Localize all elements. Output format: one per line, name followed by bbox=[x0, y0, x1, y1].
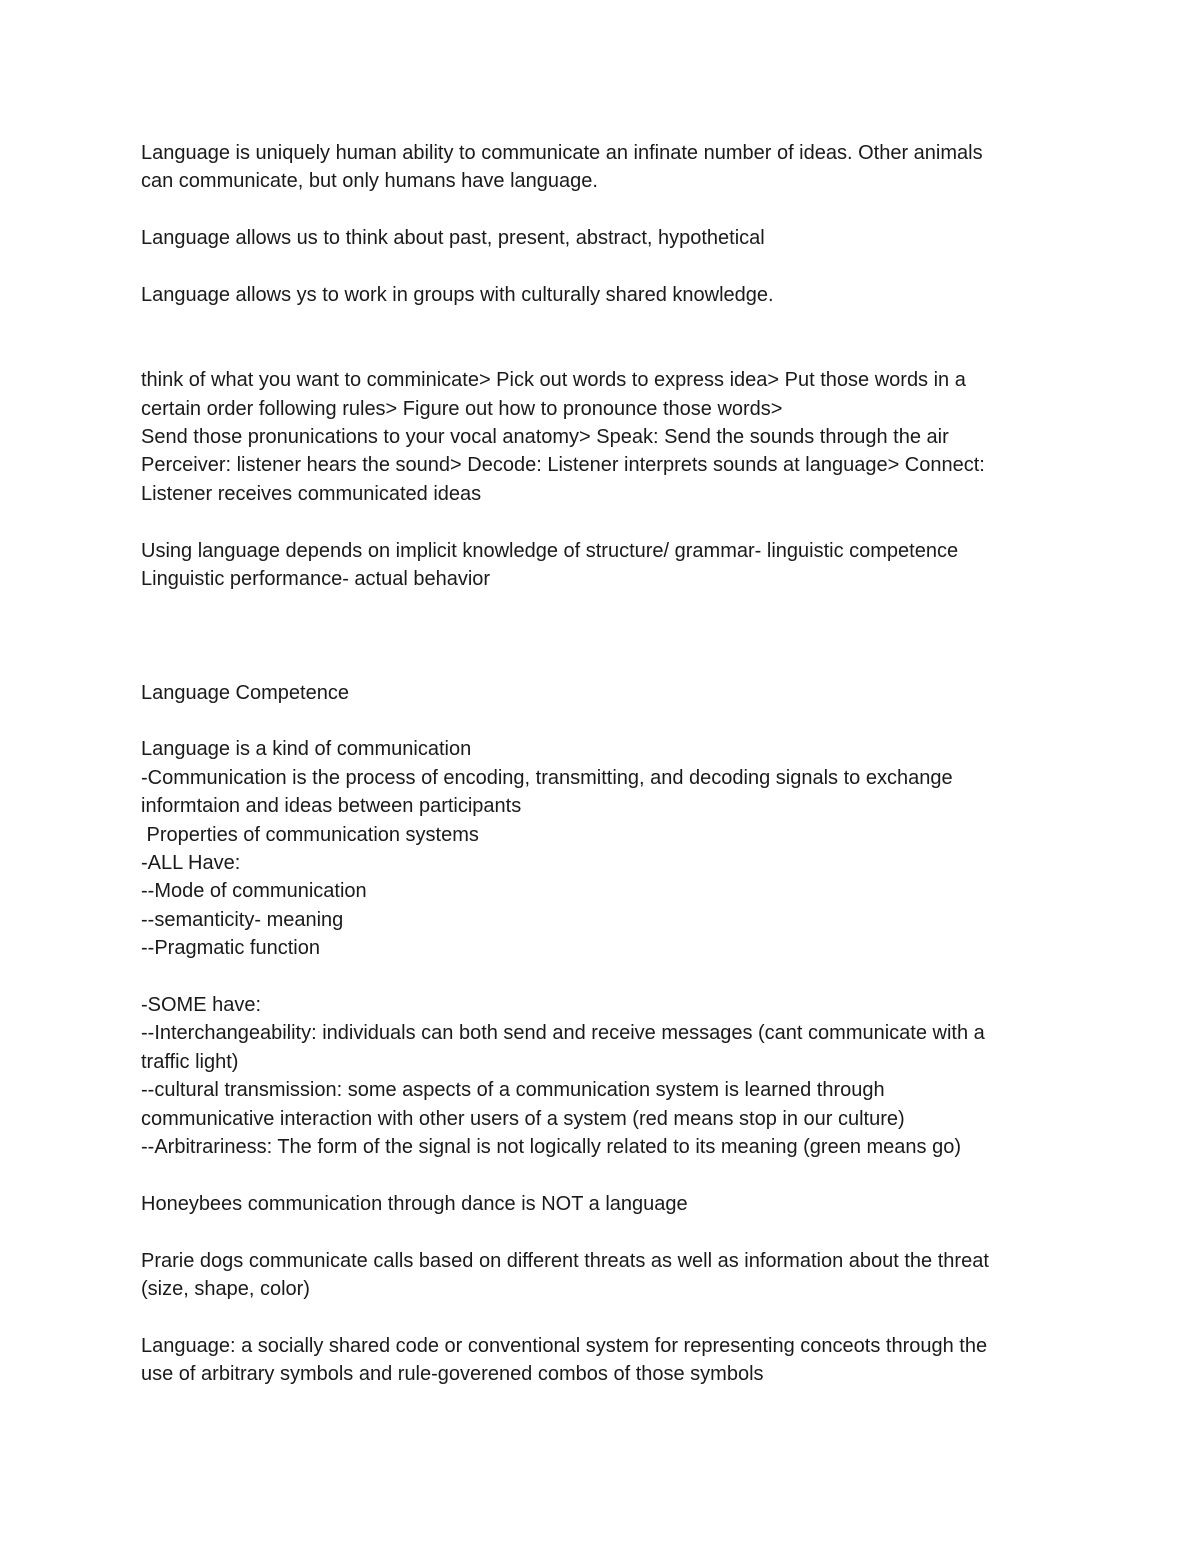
text-line: Language is a kind of communication bbox=[141, 738, 472, 761]
blank-line bbox=[141, 1218, 1071, 1246]
text-line: Linguistic performance- actual behavior bbox=[141, 568, 491, 591]
blank-line bbox=[141, 650, 1071, 678]
list-item: --Arbitrariness: The form of the signal is not logically related to its meaning (green means go) bbox=[141, 1136, 962, 1159]
text-line: Language: a socially shared code or conventional system for representing conceots through the bbox=[141, 1334, 988, 1357]
blank-line bbox=[141, 707, 1071, 735]
list-item: traffic light) bbox=[141, 1050, 239, 1073]
blank-line bbox=[141, 593, 1071, 621]
blank-line bbox=[141, 1303, 1071, 1331]
text-line: informtaion and ideas between participants bbox=[141, 795, 522, 818]
text-line: Properties of communication systems bbox=[141, 823, 479, 846]
text-line: -ALL Have: bbox=[141, 852, 241, 875]
text-line: Prarie dogs communicate calls based on different threats as well as information about the threat bbox=[141, 1249, 989, 1272]
text-line: -Communication is the process of encoding, transmitting, and decoding signals to exchange bbox=[141, 766, 953, 789]
blank-line bbox=[141, 963, 1071, 991]
list-item: --Pragmatic function bbox=[141, 937, 320, 960]
blank-line bbox=[141, 508, 1071, 536]
blank-line bbox=[141, 253, 1071, 281]
text-line: Honeybees communication through dance is NOT a language bbox=[141, 1192, 688, 1215]
blank-line bbox=[141, 338, 1071, 366]
text-line: Listener receives communicated ideas bbox=[141, 482, 482, 505]
text-line: Using language depends on implicit knowledge of structure/ grammar- linguistic competence bbox=[141, 539, 959, 562]
section-heading: Language Competence bbox=[141, 681, 349, 704]
list-item: --cultural transmission: some aspects of a communication system is learned through bbox=[141, 1079, 885, 1102]
text-line: Perceiver: listener hears the sound> Decode: Listener interprets sounds at language> Connect: bbox=[141, 454, 985, 477]
list-item: --Mode of communication bbox=[141, 880, 367, 903]
text-line: (size, shape, color) bbox=[141, 1278, 310, 1301]
text-line: Language allows us to think about past, present, abstract, hypothetical bbox=[141, 227, 765, 250]
text-line: -SOME have: bbox=[141, 994, 262, 1017]
document-body bbox=[141, 139, 1071, 1389]
text-line: Send those pronunications to your vocal anatomy> Speak: Send the sounds through the air bbox=[141, 426, 949, 448]
blank-line bbox=[141, 1161, 1071, 1189]
blank-line bbox=[141, 309, 1071, 337]
list-item: --semanticity- meaning bbox=[141, 908, 344, 931]
text-line: Language allows ys to work in groups with culturally shared knowledge. bbox=[141, 284, 774, 306]
blank-line bbox=[141, 622, 1071, 650]
list-item: --Interchangeability: individuals can both send and receive messages (cant communicate with a bbox=[141, 1022, 985, 1045]
text-line: certain order following rules> Figure out how to pronounce those words> bbox=[141, 397, 783, 420]
text-line: use of arbitrary symbols and rule-goverened combos of those symbols bbox=[141, 1363, 764, 1386]
text-line: Language is uniquely human ability to communicate an infinate number of ideas. Other animals bbox=[141, 142, 983, 164]
blank-line bbox=[141, 196, 1071, 224]
list-item: communicative interaction with other users of a system (red means stop in our culture) bbox=[141, 1107, 905, 1130]
text-line: can communicate, but only humans have language. bbox=[141, 170, 598, 193]
text-line: think of what you want to comminicate> Pick out words to express idea> Put those words in a bbox=[141, 369, 966, 392]
